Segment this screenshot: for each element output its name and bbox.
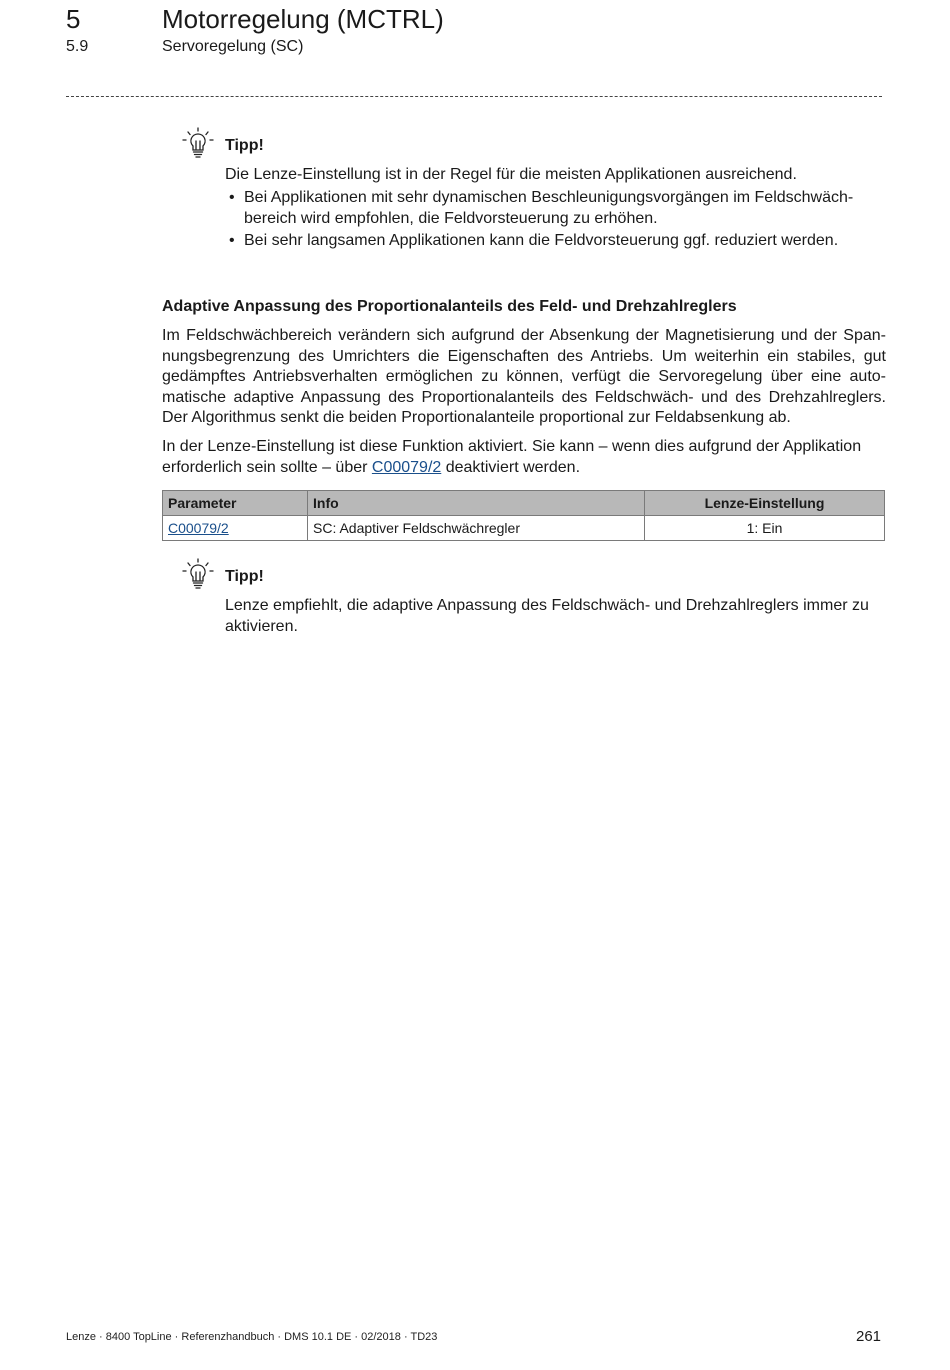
footer-text: Lenze · 8400 TopLine · Referenzhandbuch · DMS 10.1 DE · 02/2018 · TD23	[66, 1331, 438, 1343]
paragraph	[162, 437, 886, 478]
section-title: Servoregelung (SC)	[162, 38, 304, 55]
column-header-lenze-einstellung: Lenze-Einstellung	[645, 491, 885, 516]
tip-title: Tipp!	[225, 137, 264, 154]
table-cell-parameter	[163, 516, 308, 541]
table-header-row	[163, 491, 885, 516]
page-number: 261	[856, 1328, 882, 1345]
chapter-title: Motorregelung (MCTRL)	[162, 4, 444, 34]
paragraph-text: In der Lenze-Einstellung ist diese Funktion aktiviert. Sie kann – wenn dies aufgrund der Applikation erforderlich sein sollte – über	[162, 438, 862, 476]
section-number: 5.9	[66, 38, 89, 55]
tip-text: Die Lenze-Einstellung ist in der Regel für die meisten Applikationen ausreichend.	[225, 166, 797, 183]
bullet-text: Bei sehr langsamen Applikationen kann die Feldvorsteuerung ggf. reduziert werden.	[244, 232, 839, 249]
header-divider	[66, 96, 882, 97]
subsection-heading: Adaptive Anpassung des Proportionalanteils des Feld- und Drehzahlreglers	[162, 298, 737, 315]
paragraph-text: deaktiviert werden.	[441, 458, 581, 476]
lightbulb-icon	[181, 127, 215, 161]
table-cell-info: SC: Adaptiver Feldschwächregler	[308, 516, 645, 541]
column-header-parameter: Parameter	[163, 491, 308, 516]
paragraph: Im Feldschwächbereich verändern sich aufgrund der Absenkung der Magnetisierung und der Span-nungsbegrenzung des Umrichters die Eigenschaften des Antriebs. Um weiterhin ein stabiles, gut gedämpftes Antriebsverhalten ermöglichen zu können, verfügt die Servoregelung über eine auto-matische adaptive Anpassung des Proportionalanteils des Feldschwäch- und des Drehzahlreglers. Der Algorithmus senkt die beiden Proportionalanteile proportional zur Feldabsenkung ab.	[162, 327, 886, 426]
table-cell-lenze-einstellung: 1: Ein	[645, 516, 885, 541]
parameter-table	[162, 490, 885, 541]
chapter-number: 5	[66, 4, 81, 34]
bullet-text: Bei Applikationen mit sehr dynamischen Beschleunigungsvorgängen im Feldschwäch-bereich wird empfohlen, die Feldvorsteuerung zu erhöhen.	[244, 189, 854, 227]
tip-bullet-list	[225, 188, 885, 254]
table-row	[163, 516, 885, 541]
parameter-link[interactable]: C00079/2	[168, 520, 229, 536]
tip-title: Tipp!	[225, 568, 264, 585]
tip-text: Lenze empfiehlt, die adaptive Anpassung des Feldschwäch- und Drehzahlreglers immer zu aktivieren.	[225, 597, 869, 635]
bullet-item: • Bei sehr langsamen Applikationen kann die Feldvorsteuerung ggf. reduziert werden.	[229, 232, 839, 249]
column-header-info: Info	[308, 491, 645, 516]
bullet-item: • Bei Applikationen mit sehr dynamischen Beschleunigungsvorgängen im Feldschwäch-bereich wird empfohlen, die Feldvorsteuerung zu erhöhen.	[229, 189, 854, 227]
parameter-link[interactable]: C00079/2	[371, 458, 442, 476]
lightbulb-icon	[181, 558, 215, 592]
